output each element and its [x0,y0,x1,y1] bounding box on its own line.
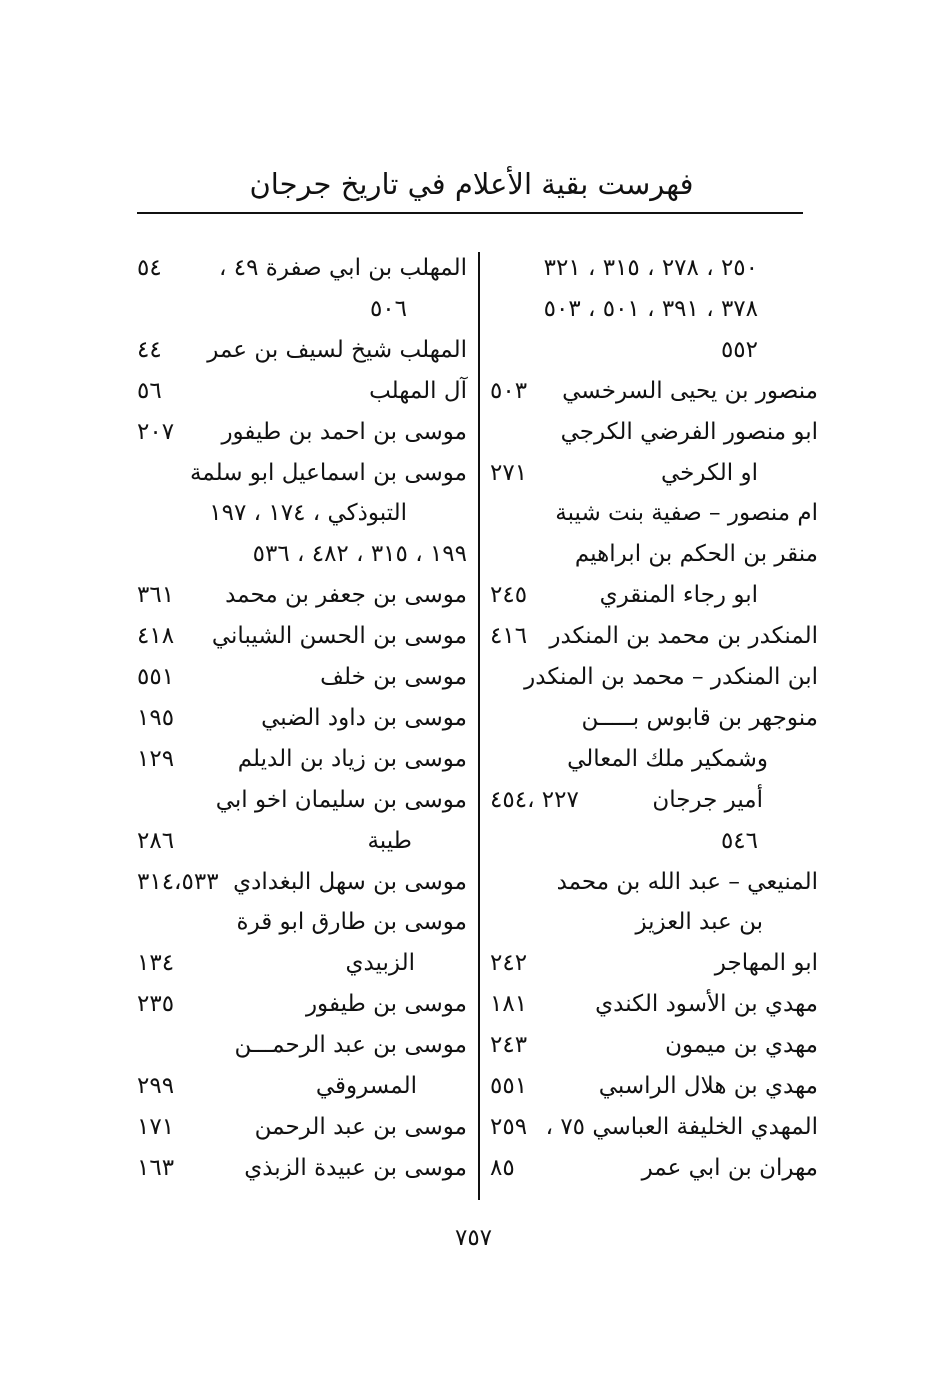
index-entry [137,862,467,902]
column-divider [478,252,480,1200]
entry-pages: ٥٥١ [137,664,175,690]
entry-pages: ٤١٨ [137,623,175,650]
index-entry [137,943,467,983]
entry-name: موسى بن داود الضبي [261,704,467,731]
entry-pages: ١٦٣ [137,1154,175,1181]
entry-pages: ٢٢٧ ،٤٥٤ [490,786,579,813]
entry-pages: ٢٣٥ [137,991,175,1018]
entry-pages: ١٨١ [490,991,528,1018]
entry-continuation: ١٩٩ ، ٣١٥ ، ٤٨٢ ، ٥٣٦ [252,541,467,568]
entry-pages: ٣٦١ [137,582,175,609]
index-entry [490,984,818,1024]
entry-pages: ١٣٤ [137,950,175,977]
index-entry [137,984,467,1024]
index-entry [137,412,467,452]
entry-name: موسى بن جعفر بن محمد [225,582,467,609]
entry-name: موسى بن احمد بن طيفور [221,418,467,445]
index-entry [137,902,467,942]
page-number: ٧٥٧ [454,1225,493,1251]
page-title: فهرست بقية الأعلام في تاريخ جرجان [249,167,694,201]
entry-name: منصور بن يحيى السرخسي [562,377,818,404]
entry-name: أمير جرجان [652,786,763,813]
index-entry [137,1025,467,1065]
index-entry [490,371,818,411]
index-entry [490,575,818,615]
index-entry [490,1148,818,1188]
entry-name: موسى بن عبد الرحمن [254,1113,467,1140]
index-entry [137,371,467,411]
entry-name: موسى بن طارق ابو قرة [236,909,467,936]
header-rule [137,212,803,214]
entry-name: مهران بن ابي عمر [641,1154,818,1181]
index-entry [490,862,818,902]
entry-name: منوجهر بن قابوس بـــــن [581,704,818,731]
entry-pages: ١٧١ [137,1113,175,1140]
entry-name: المسروقي [315,1073,417,1099]
entry-name: ابو رجاء المنقري [599,582,758,609]
index-entry [490,248,818,288]
entry-pages: ٢٤٢ [490,950,528,977]
index-entry [490,902,818,942]
entry-name: بن عبد العزيز [635,909,763,936]
index-entry [137,1066,467,1106]
entry-pages: ٨٥ [490,1154,515,1181]
entry-pages: ٥٥١ [490,1073,528,1099]
entry-continuation: ٢٥٠ ، ٢٧٨ ، ٣١٥ ، ٣٢١ [543,255,758,281]
index-entry [137,616,467,656]
entry-name: المنكدر بن محمد بن المنكدر [549,623,818,650]
entry-name: ام منصور – صفية بنت شيبة [555,500,818,527]
index-entry [490,943,818,983]
entry-pages: ٣١٤،٥٣٣ [137,868,219,895]
entry-name: مهدي بن ميمون [665,1032,818,1059]
index-entry [490,616,818,656]
index-entry [137,453,467,493]
index-entry [137,780,467,820]
index-entry [137,739,467,779]
index-entry [137,248,467,288]
index-entry [490,780,818,820]
entry-name: مهدي بن هلال الراسبي [598,1073,818,1099]
index-entry [137,698,467,738]
index-entry [490,1066,818,1106]
entry-name: المنيعي – عبد الله بن محمد [556,868,818,895]
entry-name: مهدي بن الأسود الكندي [595,991,818,1018]
index-entry [137,575,467,615]
index-entry [490,821,818,861]
entry-pages: ١٢٩ [137,745,175,772]
entry-name: ابن المنكدر – محمد بن المنكدر [524,664,818,690]
entry-name: المهلب بن ابي صفرة ٤٩ ، [219,255,467,281]
entry-name: موسى بن سليمان اخو ابي [215,786,467,813]
entry-continuation: ٣٧٨ ، ٣٩١ ، ٥٠١ ، ٥٠٣ [543,295,758,322]
index-entry [490,412,818,452]
entry-name: موسى بن عبيدة الزبذي [244,1154,467,1181]
entry-name: موسى بن خلف [320,664,467,690]
index-entry [490,1025,818,1065]
entry-continuation: ٥٥٢ [720,336,758,363]
entry-name: الزبيدي [345,950,415,977]
entry-name: المهلب شيخ لسيف بن عمر [207,336,467,363]
entry-pages: ٢٥٩ [490,1113,528,1140]
entry-name: موسى بن زياد بن الديلم [237,745,467,772]
index-entry [137,1107,467,1147]
index-entry [137,1148,467,1188]
entry-name: موسى بن عبد الرحمـــن [234,1032,467,1059]
index-entry [490,739,818,779]
entry-pages: ٢٩٩ [137,1073,175,1099]
index-entry [490,534,818,574]
entry-pages: ٢٠٧ [137,418,175,445]
entry-pages: ٤١٦ [490,623,528,650]
index-entry [137,534,467,574]
index-entry [490,657,818,697]
entry-pages: ٥٦ [137,377,162,404]
index-entry [490,453,818,493]
entry-name: آل المهلب [369,377,467,404]
index-entry [137,821,467,861]
entry-name: موسى بن سهل البغدادي [233,868,467,895]
index-entry [137,330,467,370]
index-entry [490,698,818,738]
index-entry [490,493,818,533]
entry-continuation: ٥٤٦ [720,827,758,854]
index-entry [137,657,467,697]
entry-name: طيبة [367,827,412,854]
entry-name: وشمكير ملك المعالي [567,745,768,772]
entry-name: ابو المهاجر [714,950,818,977]
entry-name: المهدي الخليفة العباسي ٧٥ ، [545,1113,818,1140]
entry-pages: ٤٤ [137,336,162,363]
index-entry [490,330,818,370]
entry-pages: ٥٠٣ [490,377,528,404]
entry-name: موسى بن الحسن الشيباني [211,623,467,650]
index-entry [490,1107,818,1147]
entry-pages: ٥٤ [137,255,162,281]
entry-pages: ٢٧١ [490,459,528,486]
entry-pages: ٢٨٦ [137,827,175,854]
entry-name: موسى بن طيفور [305,991,467,1018]
entry-pages: ١٩٥ [137,704,175,731]
index-column-right [490,248,818,1208]
entry-pages: ٢٤٣ [490,1032,528,1059]
entry-name: منقر بن الحكم بن ابراهيم [574,541,818,568]
entry-pages: ٢٤٥ [490,582,528,609]
entry-continuation: ٥٠٦ [369,295,407,322]
index-entry [490,289,818,329]
index-entry [137,493,467,533]
entry-name: ابو منصور الفرضي الكرجي [560,418,818,445]
entry-name: موسى بن اسماعيل ابو سلمة [189,459,467,486]
entry-name: او الكرخي [661,459,758,486]
index-entry [137,289,467,329]
entry-continuation: التبوذكي ، ١٧٤ ، ١٩٧ [209,500,407,527]
index-column-left [137,248,467,1208]
